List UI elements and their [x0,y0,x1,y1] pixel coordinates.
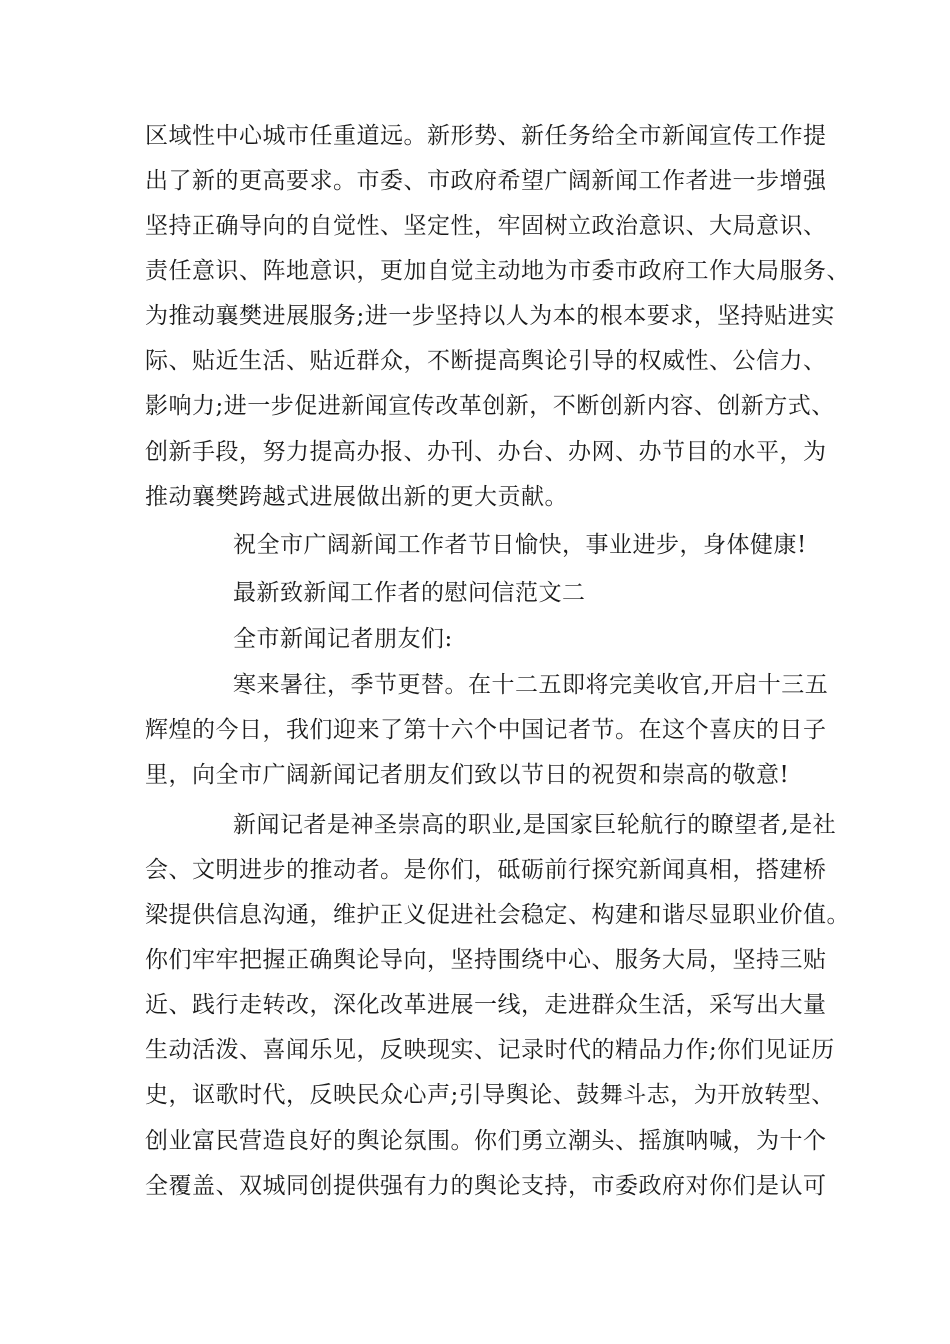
text-line: 为推动襄樊进展服务;进一步坚持以人为本的根本要求，坚持贴进实 [145,303,835,329]
text-line: 寒来暑往，季节更替。在十二五即将完美收官,开启十三五 [233,672,829,698]
text-line: 坚持正确导向的自觉性、坚定性，牢固树立政治意识、大局意识、 [145,213,827,239]
text-line: 生动活泼、喜闻乐见，反映现实、记录时代的精品力作;你们见证历 [145,1037,835,1063]
text-line: 影响力;进一步促进新闻宣传改革创新，不断创新内容、创新方式、 [145,393,835,419]
text-line: 你们牢牢把握正确舆论导向，坚持围绕中心、服务大局，坚持三贴 [145,947,827,973]
text-line: 出了新的更高要求。市委、市政府希望广阔新闻工作者进一步增强 [145,168,827,194]
text-line: 辉煌的今日，我们迎来了第十六个中国记者节。在这个喜庆的日子 [145,717,827,743]
text-line: 近、践行走转改，深化改革进展一线，走进群众生活，采写出大量 [145,992,827,1018]
salutation: 全市新闻记者朋友们: [233,626,453,652]
text-line: 创新手段，努力提高办报、办刊、办台、办网、办节目的水平，为 [145,439,827,465]
text-line: 区域性中心城市任重道远。新形势、新任务给全市新闻宣传工作提 [145,123,827,149]
text-line: 责任意识、阵地意识，更加自觉主动地为市委市政府工作大局服务、 [145,258,850,284]
closing-wish: 祝全市广阔新闻工作者节日愉快，事业进步，身体健康! [233,532,807,558]
text-line: 里，向全市广阔新闻记者朋友们致以节日的祝贺和崇高的敬意! [145,762,790,788]
text-line: 梁提供信息沟通，维护正义促进社会稳定、构建和谐尽显职业价值。 [145,902,850,928]
text-line: 创业富民营造良好的舆论氛围。你们勇立潮头、摇旗呐喊，为十个 [145,1128,827,1154]
text-line: 全覆盖、双城同创提供强有力的舆论支持，市委政府对你们是认可 [145,1173,827,1199]
text-line: 际、贴近生活、贴近群众，不断提高舆论引导的权威性、公信力、 [145,348,827,374]
text-line: 新闻记者是神圣崇高的职业,是国家巨轮航行的瞭望者,是社 [233,812,837,838]
section-title: 最新致新闻工作者的慰问信范文二 [233,580,586,606]
text-line: 推动襄樊跨越式进展做出新的更大贡献。 [145,484,568,510]
text-line: 会、文明进步的推动者。是你们，砥砺前行探究新闻真相，搭建桥 [145,857,827,883]
text-line: 史，讴歌时代，反映民众心声;引导舆论、鼓舞斗志，为开放转型、 [145,1082,835,1108]
